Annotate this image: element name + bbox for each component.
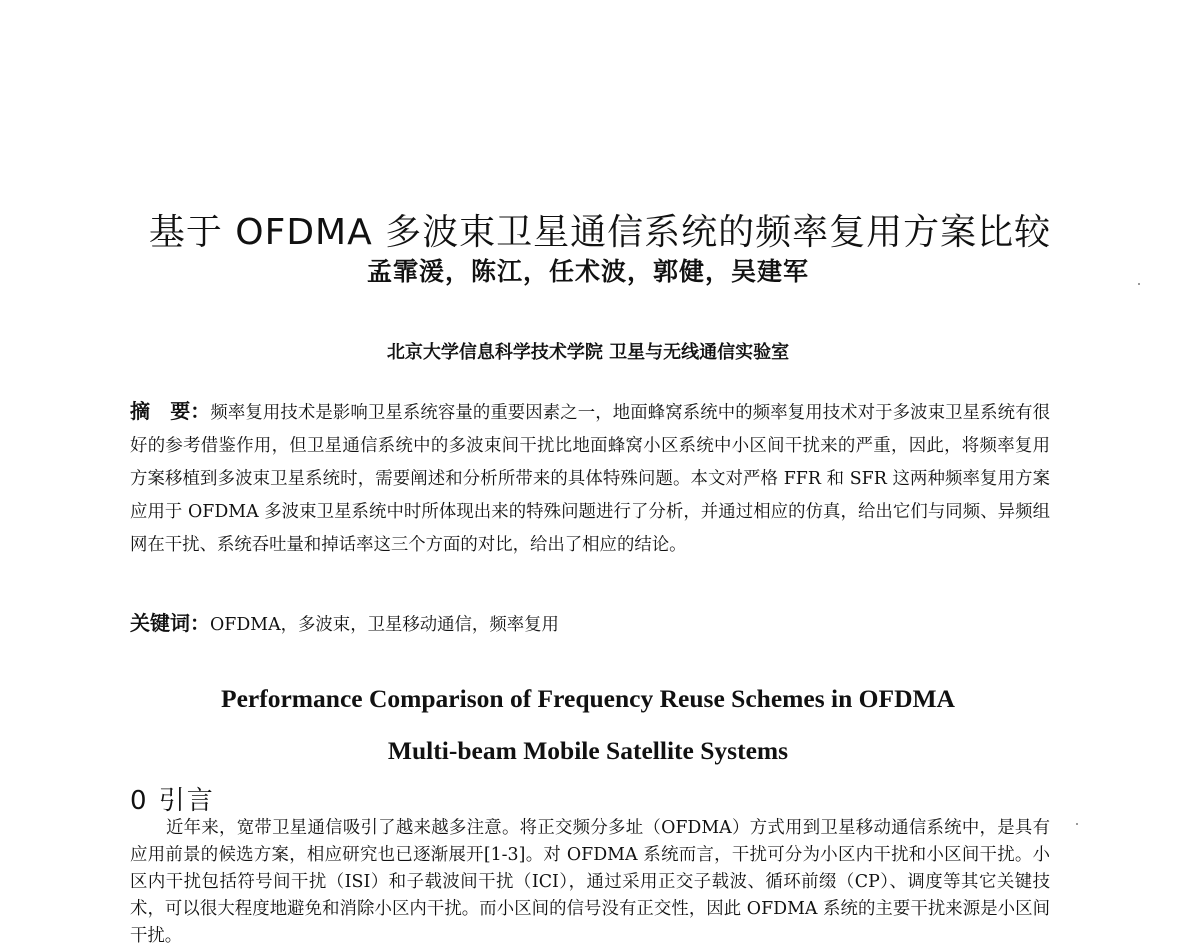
keywords-text: OFDMA，多波束，卫星移动通信，频率复用 (210, 615, 559, 635)
paper-title-en-line2: Multi-beam Mobile Satellite Systems (387, 736, 789, 765)
paper-title-en-line1: Performance Comparison of Frequency Reuse Schemes in OFDMA (221, 684, 955, 713)
section-heading-intro: 0 引言 (130, 786, 215, 816)
abstract-text: 频率复用技术是影响卫星系统容量的重要因素之一，地面蜂窝系统中的频率复用技术对于多波束卫星系统有很好的参考借鉴作用，但卫星通信系统中的多波束间干扰比地面蜂窝小区系统中小区间干扰来的严重，因此，将频率复用方案移植到多波束卫星系统时，需要阐述和分析所带来的具体特殊问题。本文对严格 FFR 和 SFR 这两种频率复用方案应用于 OFDMA 多波束卫星系统中时所体现出来的特殊问题进行了分析，并通过相应的仿真，给出它们与同频、异频组网在干扰、系统吞吐量和掉话率这三个方面的对比，给出了相应的结论。 (130, 403, 1051, 555)
paper-title-cn: 基于 OFDMA 多波束卫星通信系统的频率复用方案比较 (148, 212, 1052, 254)
keywords-label: 关键词： (130, 611, 210, 635)
author-list: 孟霏湲，陈江，任术波，郭健，吴建军 (366, 257, 809, 286)
keywords-block (130, 607, 1050, 642)
affiliation: 北京大学信息科学技术学院 卫星与无线通信实验室 (386, 342, 790, 363)
intro-paragraph: 近年来，宽带卫星通信吸引了越来越多注意。将正交频分多址（OFDMA）方式用到卫星移动通信系统中，是具有应用前景的候选方案，相应研究也已逐渐展开[1-3]。对 OFDMA 系统而言，干扰可分为小区内干扰和小区间干扰。小区内干扰包括符号间干扰（ISI）和子载波间干扰（ICI），通过采用正交子载波、循环前缀（CP）、调度等其它关键技术，可以很大程度地避免和消除小区内干扰。而小区间的信号没有正交性，因此 OFDMA 系统的主要干扰来源是小区间干扰。 (130, 818, 1050, 946)
abstract-block (130, 395, 1050, 562)
scan-speck (1076, 823, 1078, 825)
scan-speck (1138, 283, 1140, 285)
paper-title-en (0, 673, 1176, 777)
abstract-label: 摘 要： (130, 399, 211, 423)
